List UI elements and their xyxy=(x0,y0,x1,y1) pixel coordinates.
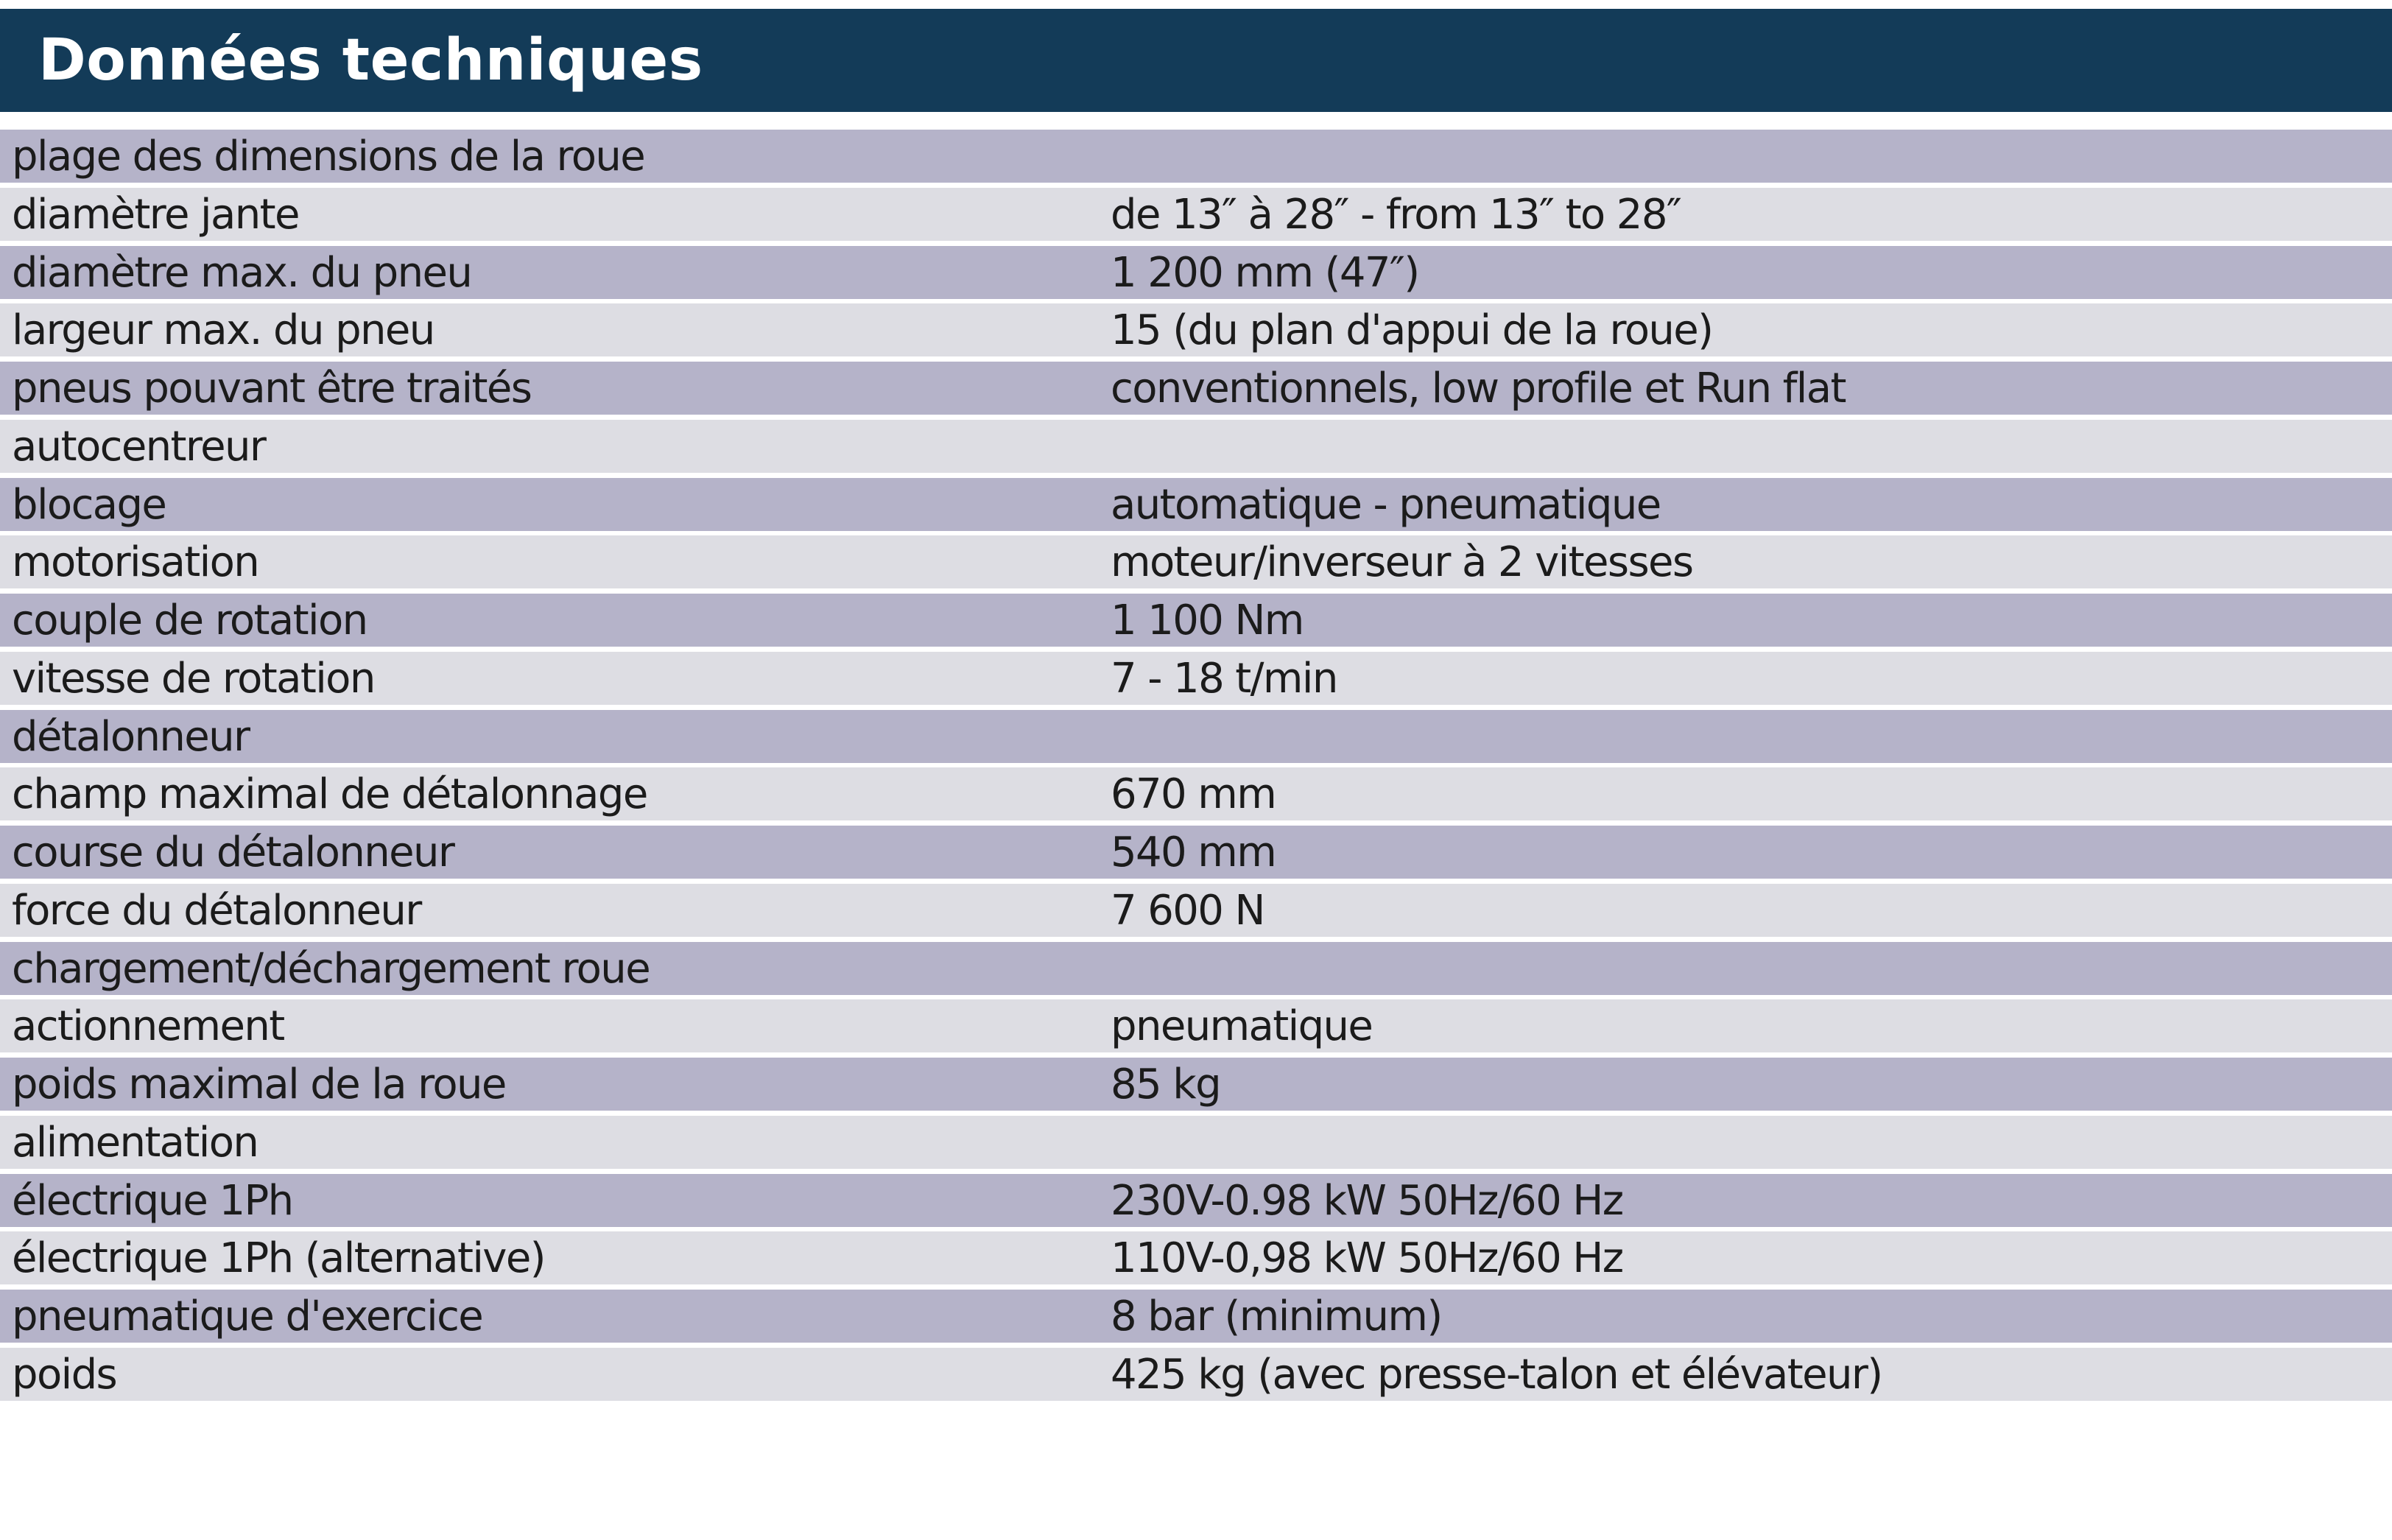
spec-row xyxy=(0,246,2392,299)
spec-label: détalonneur xyxy=(12,712,250,761)
spec-row xyxy=(0,652,2392,705)
spec-row xyxy=(0,420,2392,473)
spec-label: électrique 1Ph (alternative) xyxy=(12,1234,545,1283)
header-bar xyxy=(0,9,2392,112)
spec-row xyxy=(0,362,2392,415)
spec-label: course du détalonneur xyxy=(12,829,454,876)
spec-label: couple de rotation xyxy=(12,597,367,644)
spec-label: chargement/déchargement roue xyxy=(12,944,650,993)
spec-row xyxy=(0,942,2392,995)
spec-row xyxy=(0,1348,2392,1401)
spec-row xyxy=(0,1174,2392,1227)
page-title: Données techniques xyxy=(38,27,703,94)
spec-value: 15 (du plan d'appui de la roue) xyxy=(1111,306,1713,355)
spec-value: conventionnels, low profile et Run flat xyxy=(1111,365,1846,412)
spec-value: 7 600 N xyxy=(1111,886,1264,935)
spec-value: de 13″ à 28″ - from 13″ to 28″ xyxy=(1111,190,1681,239)
spec-row xyxy=(0,999,2392,1052)
spec-row xyxy=(0,767,2392,820)
spec-label: force du détalonneur xyxy=(12,886,421,935)
spec-label: alimentation xyxy=(12,1118,258,1167)
spec-label: champ maximal de détalonnage xyxy=(12,770,647,819)
spec-value: automatique - pneumatique xyxy=(1111,480,1661,529)
spec-row xyxy=(0,535,2392,588)
spec-label: largeur max. du pneu xyxy=(12,306,435,355)
spec-table xyxy=(0,130,2392,1406)
spec-row xyxy=(0,1231,2392,1284)
spec-value: 85 kg xyxy=(1111,1061,1221,1108)
spec-label: vitesse de rotation xyxy=(12,654,375,703)
spec-label: électrique 1Ph xyxy=(12,1176,293,1225)
spec-row xyxy=(0,884,2392,937)
spec-label: blocage xyxy=(12,480,166,529)
spec-label: diamètre jante xyxy=(12,190,299,239)
spec-label: pneus pouvant être traités xyxy=(12,365,532,412)
spec-label: poids maximal de la roue xyxy=(12,1061,506,1108)
spec-value: 425 kg (avec presse-talon et élévateur) xyxy=(1111,1350,1882,1399)
spec-label: motorisation xyxy=(12,538,259,587)
spec-row xyxy=(0,1290,2392,1343)
spec-row xyxy=(0,710,2392,763)
spec-row xyxy=(0,1058,2392,1111)
spec-row xyxy=(0,130,2392,183)
spec-value: 670 mm xyxy=(1111,770,1276,819)
spec-value: pneumatique xyxy=(1111,1002,1373,1051)
spec-value: 1 100 Nm xyxy=(1111,597,1304,644)
spec-row xyxy=(0,826,2392,879)
spec-value: moteur/inverseur à 2 vitesses xyxy=(1111,538,1693,587)
spec-value: 8 bar (minimum) xyxy=(1111,1293,1442,1340)
spec-label: poids xyxy=(12,1350,117,1399)
spec-label: plage des dimensions de la roue xyxy=(12,133,645,180)
spec-value: 1 200 mm (47″) xyxy=(1111,248,1419,297)
spec-row xyxy=(0,478,2392,531)
spec-row xyxy=(0,1116,2392,1169)
spec-value: 230V-0.98 kW 50Hz/60 Hz xyxy=(1111,1176,1623,1225)
spec-label: pneumatique d'exercice xyxy=(12,1293,483,1340)
spec-label: diamètre max. du pneu xyxy=(12,248,472,297)
spec-row xyxy=(0,188,2392,241)
spec-value: 7 - 18 t/min xyxy=(1111,654,1337,703)
spec-value: 540 mm xyxy=(1111,829,1276,876)
spec-label: autocentreur xyxy=(12,422,266,471)
spec-row xyxy=(0,303,2392,356)
spec-value: 110V-0,98 kW 50Hz/60 Hz xyxy=(1111,1234,1623,1283)
spec-row xyxy=(0,594,2392,647)
spec-label: actionnement xyxy=(12,1002,284,1051)
